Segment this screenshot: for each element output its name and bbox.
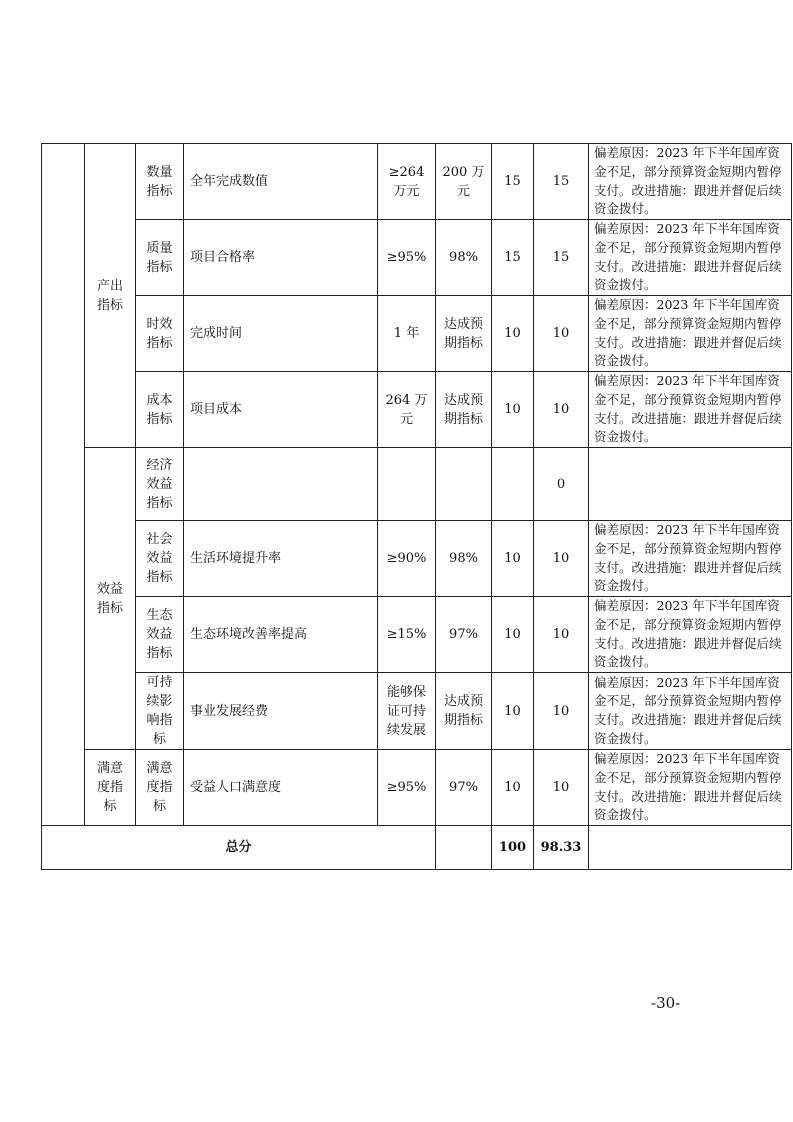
- page-number: -30-: [651, 994, 681, 1012]
- category-cell: [42, 144, 85, 826]
- target-cell: 能够保 证可持 续发展: [378, 673, 436, 750]
- score-cell: 10: [534, 372, 589, 448]
- indicator-cell: 生活环境提升率: [184, 521, 378, 597]
- actual-cell: 97%: [436, 750, 492, 826]
- actual-cell: 97%: [436, 597, 492, 673]
- table-row: [42, 144, 792, 220]
- total-note-cell: [589, 826, 792, 870]
- sub-indicator-cell: 社会 效益 指标: [136, 521, 184, 597]
- group-cell-satisfaction: 满意 度指 标: [85, 750, 136, 826]
- weight-cell: 10: [492, 521, 534, 597]
- weight-cell: 10: [492, 673, 534, 750]
- indicator-cell: 全年完成数值: [184, 144, 378, 220]
- table-row: [42, 448, 792, 521]
- weight-cell: 10: [492, 372, 534, 448]
- score-cell: 10: [534, 750, 589, 826]
- total-weight: 100: [492, 826, 534, 870]
- indicator-cell: 项目成本: [184, 372, 378, 448]
- performance-table: [41, 143, 792, 870]
- total-label: 总分: [42, 826, 436, 870]
- score-cell: 10: [534, 521, 589, 597]
- score-cell: 15: [534, 144, 589, 220]
- note-cell: 偏差原因：2023 年下半年国库资金不足，部分预算资金短期内暂停支付。改进措施：跟进并督促后续资金拨付。: [589, 144, 792, 220]
- actual-cell: 98%: [436, 220, 492, 296]
- table-row: [42, 673, 792, 750]
- table-row: [42, 372, 792, 448]
- indicator-cell: 项目合格率: [184, 220, 378, 296]
- group-cell-output: 产出 指标: [85, 144, 136, 448]
- target-cell: [378, 448, 436, 521]
- sub-indicator-cell: 可持 续影 响指 标: [136, 673, 184, 750]
- actual-cell: [436, 448, 492, 521]
- target-cell: ≥90%: [378, 521, 436, 597]
- target-cell: ≥15%: [378, 597, 436, 673]
- target-cell: 264 万 元: [378, 372, 436, 448]
- target-cell: ≥95%: [378, 220, 436, 296]
- actual-cell: 达成预 期指标: [436, 296, 492, 372]
- total-score: 98.33: [534, 826, 589, 870]
- indicator-cell: [184, 448, 378, 521]
- note-cell: 偏差原因：2023 年下半年国库资金不足，部分预算资金短期内暂停支付。改进措施：跟进并督促后续资金拨付。: [589, 521, 792, 597]
- score-cell: 0: [534, 448, 589, 521]
- weight-cell: 15: [492, 220, 534, 296]
- actual-cell: 达成预 期指标: [436, 673, 492, 750]
- weight-cell: [492, 448, 534, 521]
- note-cell: 偏差原因：2023 年下半年国库资金不足，部分预算资金短期内暂停支付。改进措施：跟进并督促后续资金拨付。: [589, 220, 792, 296]
- weight-cell: 10: [492, 597, 534, 673]
- sub-indicator-cell: 数量 指标: [136, 144, 184, 220]
- weight-cell: 15: [492, 144, 534, 220]
- score-cell: 10: [534, 673, 589, 750]
- actual-cell: 98%: [436, 521, 492, 597]
- sub-indicator-cell: 成本 指标: [136, 372, 184, 448]
- table-row: [42, 296, 792, 372]
- sub-indicator-cell: 满意 度指 标: [136, 750, 184, 826]
- group-cell-benefit: 效益 指标: [85, 448, 136, 750]
- weight-cell: 10: [492, 750, 534, 826]
- table-row: [42, 597, 792, 673]
- indicator-cell: 生态环境改善率提高: [184, 597, 378, 673]
- weight-cell: 10: [492, 296, 534, 372]
- score-cell: 10: [534, 597, 589, 673]
- sub-indicator-cell: 质量 指标: [136, 220, 184, 296]
- indicator-cell: 事业发展经费: [184, 673, 378, 750]
- score-cell: 15: [534, 220, 589, 296]
- table-row: [42, 220, 792, 296]
- table-row: [42, 750, 792, 826]
- total-blank-cell: [436, 826, 492, 870]
- actual-cell: 200 万 元: [436, 144, 492, 220]
- target-cell: ≥264 万元: [378, 144, 436, 220]
- note-cell: [589, 448, 792, 521]
- indicator-cell: 完成时间: [184, 296, 378, 372]
- note-cell: 偏差原因：2023 年下半年国库资金不足，部分预算资金短期内暂停支付。改进措施：跟进并督促后续资金拨付。: [589, 750, 792, 826]
- sub-indicator-cell: 生态 效益 指标: [136, 597, 184, 673]
- target-cell: ≥95%: [378, 750, 436, 826]
- indicator-cell: 受益人口满意度: [184, 750, 378, 826]
- note-cell: 偏差原因：2023 年下半年国库资金不足，部分预算资金短期内暂停支付。改进措施：跟进并督促后续资金拨付。: [589, 372, 792, 448]
- table-row: [42, 521, 792, 597]
- sub-indicator-cell: 时效 指标: [136, 296, 184, 372]
- note-cell: 偏差原因：2023 年下半年国库资金不足，部分预算资金短期内暂停支付。改进措施：跟进并督促后续资金拨付。: [589, 673, 792, 750]
- sub-indicator-cell: 经济 效益 指标: [136, 448, 184, 521]
- actual-cell: 达成预 期指标: [436, 372, 492, 448]
- total-row: [42, 826, 792, 870]
- note-cell: 偏差原因：2023 年下半年国库资金不足，部分预算资金短期内暂停支付。改进措施：跟进并督促后续资金拨付。: [589, 597, 792, 673]
- note-cell: 偏差原因：2023 年下半年国库资金不足，部分预算资金短期内暂停支付。改进措施：跟进并督促后续资金拨付。: [589, 296, 792, 372]
- target-cell: 1 年: [378, 296, 436, 372]
- score-cell: 10: [534, 296, 589, 372]
